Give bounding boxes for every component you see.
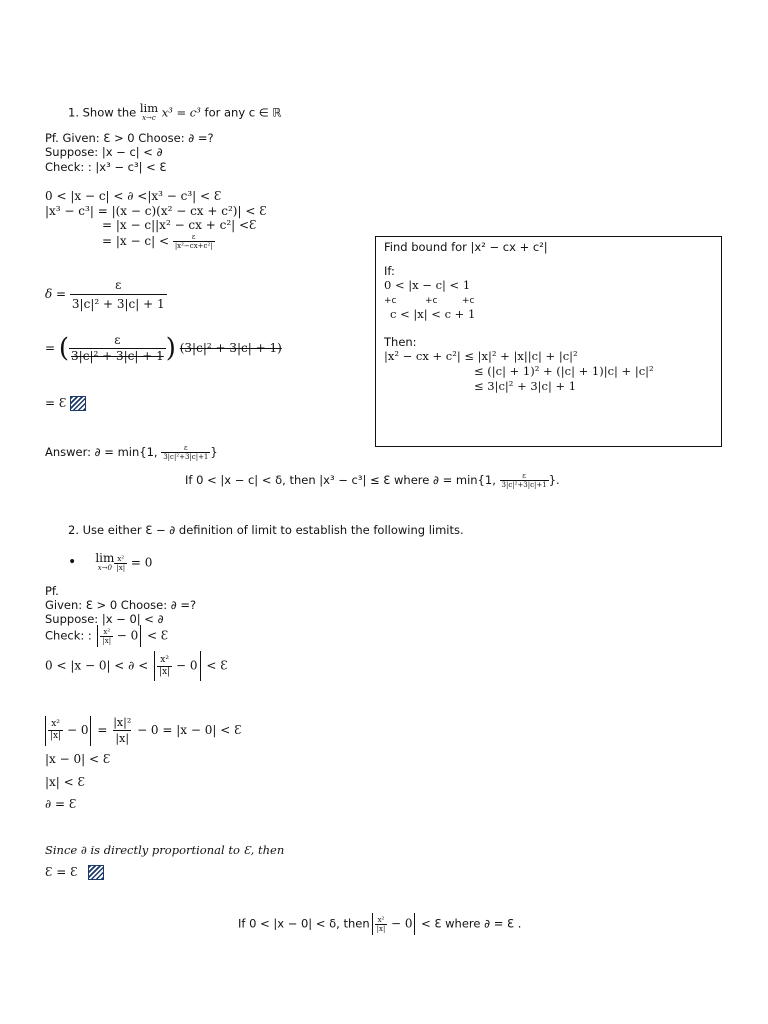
p2-pf: Pf. <box>45 584 59 598</box>
conclusion-suffix: }. <box>548 473 560 487</box>
bound-add-c-1: +c <box>384 296 397 306</box>
p2-chain-denominator: |x| <box>159 666 171 677</box>
p2-eq-rest: − 0 = |x − 0| < Ɛ <box>137 723 242 737</box>
p2-equation <box>43 715 242 746</box>
problem2-heading: 2. Use either Ɛ − ∂ definition of limit to establish the following limits. <box>68 523 464 537</box>
answer-fraction <box>161 444 210 461</box>
qed-square-icon <box>70 396 86 411</box>
p2-check-fraction <box>100 628 113 645</box>
bound-step-3: ≤ 3|c|² + 3|c| + 1 <box>474 379 577 393</box>
result-text: = Ɛ <box>45 396 67 410</box>
p2-chain-rhs: < Ɛ <box>206 658 228 673</box>
p2-lim-subscript: x→0 <box>97 564 113 572</box>
abs-bar-right <box>200 651 201 681</box>
qed-square-icon <box>88 865 104 880</box>
bound-title: Find bound for |x² − cx + c²| <box>384 240 548 254</box>
abs-bar-left <box>45 716 46 746</box>
p2-eq-equals: = <box>97 723 108 737</box>
p2-conclusion <box>238 913 521 935</box>
heading-prefix: 1. Show the <box>68 105 140 120</box>
p1-chain-3: = |x − c||x² − cx + c²| <Ɛ <box>102 218 257 232</box>
p2-check-denominator: |x| <box>102 636 112 645</box>
bound-step-1: |x² − cx + c²| ≤ |x|² + |x||c| + |c|² <box>384 349 578 363</box>
abs-bar-right <box>140 625 141 647</box>
lim-subscript: x→c <box>142 114 156 122</box>
p1-chain-1: 0 < |x − c| < ∂ <|x³ − c³| < Ɛ <box>45 189 222 203</box>
p2-conclusion-prefix: If 0 < |x − 0| < δ, then <box>238 916 370 931</box>
p2-eq-denominator-2: |x| <box>115 732 130 745</box>
answer-numerator: ε <box>183 444 188 452</box>
p2-limit-statement <box>68 553 152 573</box>
p2-eq-numerator-1: x² <box>51 719 60 729</box>
bullet: • <box>68 554 77 571</box>
p2-check-prefix: Check: : <box>45 628 96 643</box>
heading-expression: x³ = c³ <box>161 105 201 120</box>
p1-chain-4 <box>102 233 215 250</box>
p2-suppose: Suppose: |x − 0| < ∂ <box>45 612 164 626</box>
p2-line-3: ∂ = Ɛ <box>45 797 77 811</box>
p2-conclusion-minus: − 0 <box>390 916 413 931</box>
since-text: Since ∂ is directly proportional to Ɛ, then <box>45 843 285 857</box>
answer-denominator: 3|c|²+3|c|+1 <box>163 453 209 461</box>
bound-then-label: Then: <box>384 335 417 349</box>
p2-conclusion-fraction <box>375 916 388 933</box>
bound-inequality-2: c < |x| < c + 1 <box>390 307 476 321</box>
p1-conclusion <box>185 472 560 489</box>
abs-bar-left <box>154 651 155 681</box>
abs-bar-right <box>90 716 91 746</box>
subst-fraction <box>69 333 166 364</box>
left-paren: ( <box>58 333 70 364</box>
p2-eq-fraction-2 <box>111 715 133 746</box>
p2-line-1: |x − 0| < Ɛ <box>45 752 111 766</box>
p1-chain-2: |x³ − c³| = |(x − c)(x² − cx + c²)| < Ɛ <box>45 204 267 218</box>
p2-eq-numerator-2: |x|² <box>113 716 132 729</box>
lim-word: lim <box>139 101 159 115</box>
p2-result-text: Ɛ = Ɛ <box>45 865 78 879</box>
abs-bar-left <box>97 625 98 647</box>
limit-operator <box>140 103 158 123</box>
p2-limit-operator <box>95 553 114 573</box>
p2-result <box>45 865 104 880</box>
p2-conclusion-numerator: x² <box>377 915 385 924</box>
chain4-fraction <box>173 233 215 250</box>
answer-prefix: Answer: ∂ = min{1, <box>45 445 162 459</box>
heading-suffix: for any c ∈ ℝ <box>200 105 282 120</box>
bound-step-2: ≤ (|c| + 1)² + (|c| + 1)|c| + |c|² <box>474 364 654 378</box>
abs-bar-left <box>372 913 373 935</box>
problem1-heading <box>68 103 282 123</box>
p2-conclusion-suffix: < Ɛ where ∂ = Ɛ . <box>421 916 522 931</box>
chain4-prefix: = |x − c| < <box>102 234 173 248</box>
delta-denominator: 3|c|² + 3|c| + 1 <box>70 294 167 313</box>
p2-eq-fraction-1 <box>48 719 63 742</box>
p1-delta-equation <box>45 276 167 313</box>
p1-given: Pf. Given: Ɛ > 0 Choose: ∂ =? <box>45 131 214 145</box>
delta-fraction <box>70 276 167 313</box>
p2-given: Given: Ɛ > 0 Choose: ∂ =? <box>45 598 197 612</box>
conclusion-numerator: ε <box>522 472 526 480</box>
p2-chain-fraction <box>157 655 172 678</box>
p2-conclusion-denominator: |x| <box>376 924 386 933</box>
p2-chain <box>45 651 228 681</box>
abs-bar-right <box>414 913 415 935</box>
p1-answer <box>45 444 218 461</box>
subst-multiplier: (3|c|² + 3|c| + 1) <box>179 341 282 355</box>
p2-eq-denominator-1: |x| <box>50 731 62 741</box>
p2-denominator: |x| <box>116 563 126 572</box>
bound-if-label: If: <box>384 264 395 278</box>
chain4-denominator: |x²−cx+c²| <box>174 242 213 250</box>
delta-lhs: δ = <box>45 287 67 301</box>
chain4-numerator: ε <box>191 233 196 241</box>
p2-lim-word: lim <box>95 551 115 565</box>
p1-substitution <box>45 333 282 364</box>
bound-add-c-3: +c <box>462 296 475 306</box>
p2-check-rhs: < Ɛ <box>146 628 169 643</box>
conclusion-denominator: 3|c|²+3|c|+1 <box>501 481 547 489</box>
p1-check: Check: : |x³ − c³| < Ɛ <box>45 160 167 174</box>
p2-eq-minus: − 0 <box>66 723 89 737</box>
subst-denominator: 3|c|² + 3|c| + 1 <box>71 349 164 363</box>
p2-limit-fraction <box>114 555 127 572</box>
answer-suffix: } <box>210 445 218 459</box>
p1-suppose: Suppose: |x − c| < ∂ <box>45 145 163 159</box>
p2-since <box>45 843 284 857</box>
p2-chain-prefix: 0 < |x − 0| < ∂ < <box>45 658 149 673</box>
subst-numerator: ε <box>114 333 121 347</box>
p2-line-2: |x| < Ɛ <box>45 775 86 789</box>
conclusion-prefix: If 0 < |x − c| < δ, then |x³ − c³| ≤ Ɛ where ∂ = min{1, <box>185 473 500 487</box>
p2-chain-numerator: x² <box>160 654 169 665</box>
p2-check-numerator: x² <box>103 627 111 636</box>
p2-chain-minus: − 0 <box>176 658 198 673</box>
p1-result <box>45 396 86 411</box>
p2-numerator: x² <box>117 554 125 563</box>
subst-equals: = <box>45 341 56 355</box>
p2-check-minus: − 0 <box>116 628 139 643</box>
conclusion-fraction <box>500 472 549 489</box>
bound-box <box>375 236 722 447</box>
bound-add-c-2: +c <box>425 296 438 306</box>
delta-numerator: ε <box>115 278 122 292</box>
bound-inequality-1: 0 < |x − c| < 1 <box>384 278 471 292</box>
right-paren: ) <box>165 333 176 364</box>
p2-check <box>45 625 168 647</box>
p2-limit-rhs: = 0 <box>130 555 153 570</box>
